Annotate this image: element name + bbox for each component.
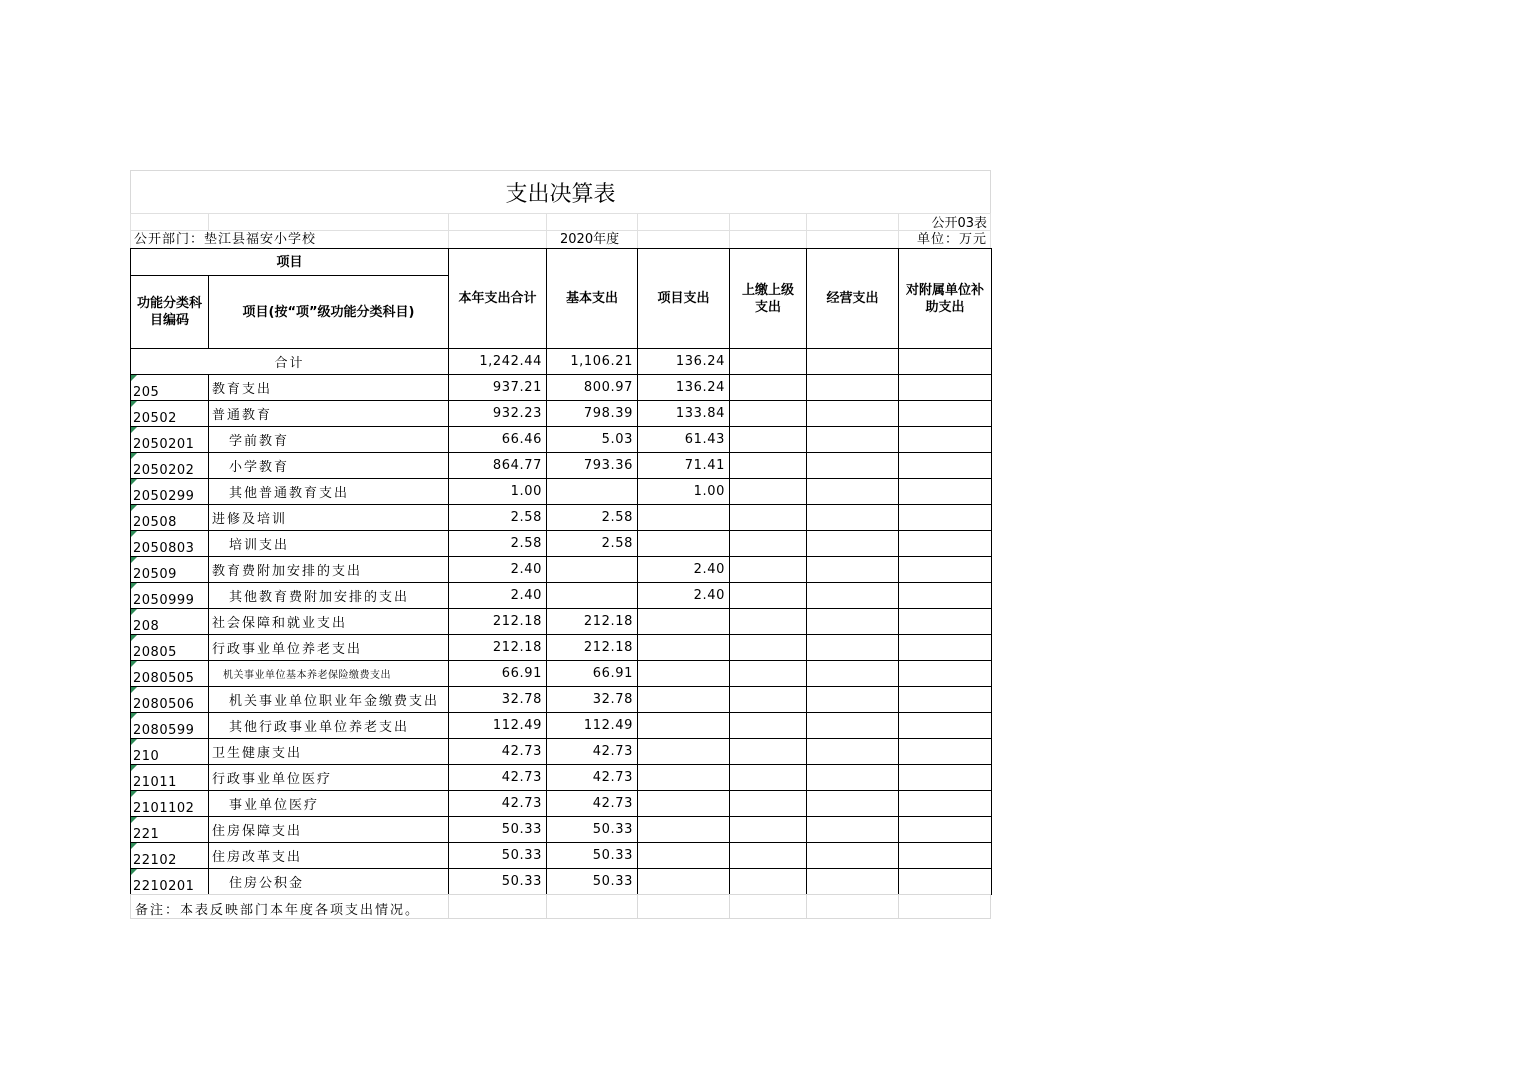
row-upper (730, 557, 807, 583)
text-number-marker-icon (131, 687, 137, 693)
total-basic: 1,106.21 (547, 349, 638, 375)
text-number-marker-icon (131, 375, 137, 381)
row-basic: 66.91 (547, 661, 638, 687)
row-name: 行政事业单位养老支出 (209, 635, 449, 661)
row-code-text: 210 (133, 749, 160, 764)
row-total: 932.23 (449, 401, 547, 427)
row-project (638, 531, 730, 557)
row-business (807, 869, 899, 895)
row-name: 住房公积金 (209, 869, 449, 895)
text-number-marker-icon (131, 869, 137, 875)
row-total: 50.33 (449, 817, 547, 843)
row-name: 教育费附加安排的支出 (209, 557, 449, 583)
row-business (807, 791, 899, 817)
row-code (131, 557, 209, 583)
row-total: 212.18 (449, 635, 547, 661)
row-code-text: 208 (133, 619, 160, 634)
row-business (807, 817, 899, 843)
row-project (638, 843, 730, 869)
row-code (131, 453, 209, 479)
total-business (807, 349, 899, 375)
gridline (208, 213, 209, 231)
row-upper (730, 765, 807, 791)
text-number-marker-icon (131, 609, 137, 615)
text-number-marker-icon (131, 765, 137, 771)
row-code (131, 713, 209, 739)
row-upper (730, 817, 807, 843)
row-code (131, 817, 209, 843)
row-project: 133.84 (638, 401, 730, 427)
text-number-marker-icon (131, 453, 137, 459)
text-number-marker-icon (131, 817, 137, 823)
row-business (807, 661, 899, 687)
row-code (131, 401, 209, 427)
row-upper (730, 401, 807, 427)
row-code-text: 20502 (133, 411, 177, 426)
row-project (638, 687, 730, 713)
row-code-text: 2050299 (133, 489, 195, 504)
row-basic: 212.18 (547, 609, 638, 635)
table-row (131, 557, 992, 583)
row-total: 66.46 (449, 427, 547, 453)
row-name: 社会保障和就业支出 (209, 609, 449, 635)
row-code-text: 2080599 (133, 723, 195, 738)
table-row (131, 843, 992, 869)
text-number-marker-icon (131, 401, 137, 407)
row-basic: 2.58 (547, 531, 638, 557)
row-project (638, 609, 730, 635)
row-code-text: 20805 (133, 645, 177, 660)
row-business (807, 505, 899, 531)
row-upper (730, 505, 807, 531)
gridline (990, 213, 991, 248)
row-upper (730, 687, 807, 713)
row-total: 2.40 (449, 557, 547, 583)
row-code (131, 635, 209, 661)
gridline (546, 213, 547, 248)
row-total: 212.18 (449, 609, 547, 635)
total-subsidy (899, 349, 992, 375)
row-total: 2.58 (449, 505, 547, 531)
text-number-marker-icon (131, 479, 137, 485)
row-code (131, 479, 209, 505)
table-row (131, 661, 992, 687)
unit-label: 单位：万元 (916, 232, 987, 247)
table-row (131, 687, 992, 713)
table-row (131, 531, 992, 557)
row-upper (730, 843, 807, 869)
row-total: 50.33 (449, 869, 547, 895)
note-text: 备注：本表反映部门本年度各项支出情况。 (135, 903, 421, 918)
row-code (131, 531, 209, 557)
table-row (131, 713, 992, 739)
row-upper (730, 375, 807, 401)
text-number-marker-icon (131, 635, 137, 641)
row-basic: 5.03 (547, 427, 638, 453)
row-basic: 112.49 (547, 713, 638, 739)
table-row (131, 505, 992, 531)
row-business (807, 739, 899, 765)
row-project (638, 661, 730, 687)
table-number: 公开03表 (931, 216, 987, 231)
row-business (807, 583, 899, 609)
row-code (131, 843, 209, 869)
row-project: 2.40 (638, 583, 730, 609)
row-name: 小学教育 (209, 453, 449, 479)
gridline (448, 213, 449, 248)
row-subsidy (899, 375, 992, 401)
row-business (807, 557, 899, 583)
row-basic: 800.97 (547, 375, 638, 401)
row-subsidy (899, 869, 992, 895)
row-name: 教育支出 (209, 375, 449, 401)
row-total: 42.73 (449, 791, 547, 817)
row-basic (547, 557, 638, 583)
row-subsidy (899, 531, 992, 557)
row-upper (730, 713, 807, 739)
text-number-marker-icon (131, 843, 137, 849)
row-total: 42.73 (449, 739, 547, 765)
row-basic: 793.36 (547, 453, 638, 479)
gridline (806, 895, 807, 918)
row-project: 71.41 (638, 453, 730, 479)
text-number-marker-icon (131, 583, 137, 589)
fiscal-year: 2020年度 (560, 232, 620, 247)
row-project (638, 505, 730, 531)
sheet-title: 支出决算表 (130, 170, 991, 214)
row-business (807, 427, 899, 453)
row-project (638, 791, 730, 817)
row-subsidy (899, 609, 992, 635)
row-name: 培训支出 (209, 531, 449, 557)
row-total: 1.00 (449, 479, 547, 505)
row-upper (730, 739, 807, 765)
row-project (638, 869, 730, 895)
header-business: 经营支出 (807, 249, 899, 349)
row-project (638, 739, 730, 765)
table-row (131, 765, 992, 791)
row-subsidy (899, 817, 992, 843)
row-subsidy (899, 635, 992, 661)
row-upper (730, 609, 807, 635)
row-name: 机关事业单位基本养老保险缴费支出 (209, 661, 449, 687)
row-upper (730, 869, 807, 895)
table-row (131, 869, 992, 895)
row-total: 112.49 (449, 713, 547, 739)
row-subsidy (899, 765, 992, 791)
row-code (131, 505, 209, 531)
table-row (131, 479, 992, 505)
row-code-text: 20508 (133, 515, 177, 530)
row-project (638, 765, 730, 791)
text-number-marker-icon (131, 531, 137, 537)
row-subsidy (899, 557, 992, 583)
row-upper (730, 661, 807, 687)
gridline (898, 213, 899, 248)
total-row (131, 349, 992, 375)
row-project: 2.40 (638, 557, 730, 583)
row-upper (730, 453, 807, 479)
row-code (131, 583, 209, 609)
row-code (131, 791, 209, 817)
row-upper (730, 531, 807, 557)
row-code-text: 205 (133, 385, 160, 400)
row-business (807, 531, 899, 557)
row-basic: 2.58 (547, 505, 638, 531)
row-subsidy (899, 505, 992, 531)
row-project: 61.43 (638, 427, 730, 453)
row-total: 50.33 (449, 843, 547, 869)
header-item-name: 项目(按“项”级功能分类科目) (209, 276, 449, 349)
row-code-text: 2080505 (133, 671, 195, 686)
text-number-marker-icon (131, 739, 137, 745)
row-name: 行政事业单位医疗 (209, 765, 449, 791)
row-code-text: 2050803 (133, 541, 195, 556)
row-basic: 50.33 (547, 843, 638, 869)
table-row (131, 401, 992, 427)
text-number-marker-icon (131, 791, 137, 797)
header-basic: 基本支出 (547, 249, 638, 349)
row-basic: 50.33 (547, 817, 638, 843)
row-total: 66.91 (449, 661, 547, 687)
row-total: 937.21 (449, 375, 547, 401)
row-name: 卫生健康支出 (209, 739, 449, 765)
row-business (807, 375, 899, 401)
row-upper (730, 635, 807, 661)
row-code-text: 221 (133, 827, 160, 842)
row-name: 其他行政事业单位养老支出 (209, 713, 449, 739)
row-name: 其他教育费附加安排的支出 (209, 583, 449, 609)
row-subsidy (899, 453, 992, 479)
row-basic (547, 583, 638, 609)
row-subsidy (899, 401, 992, 427)
text-number-marker-icon (131, 505, 137, 511)
row-name: 普通教育 (209, 401, 449, 427)
row-code (131, 739, 209, 765)
gridline (448, 895, 449, 918)
row-subsidy (899, 687, 992, 713)
row-code (131, 869, 209, 895)
row-business (807, 635, 899, 661)
gridline (637, 213, 638, 248)
gridline (130, 213, 131, 248)
table-row (131, 583, 992, 609)
table-row (131, 817, 992, 843)
row-basic (547, 479, 638, 505)
row-code-text: 2210201 (133, 879, 195, 894)
row-total: 2.40 (449, 583, 547, 609)
table-row (131, 739, 992, 765)
gridline (898, 895, 899, 918)
table-row (131, 427, 992, 453)
row-basic: 42.73 (547, 765, 638, 791)
row-code-text: 2050201 (133, 437, 195, 452)
row-basic: 212.18 (547, 635, 638, 661)
header-subsidy: 对附属单位补助支出 (899, 249, 992, 349)
row-project (638, 817, 730, 843)
row-upper (730, 583, 807, 609)
total-total: 1,242.44 (449, 349, 547, 375)
text-number-marker-icon (131, 661, 137, 667)
table-row (131, 635, 992, 661)
row-upper (730, 427, 807, 453)
text-number-marker-icon (131, 557, 137, 563)
row-basic: 42.73 (547, 739, 638, 765)
row-code-text: 22102 (133, 853, 177, 868)
row-subsidy (899, 843, 992, 869)
row-project (638, 635, 730, 661)
gridline (130, 213, 991, 214)
row-code-text: 20509 (133, 567, 177, 582)
row-code (131, 375, 209, 401)
row-business (807, 479, 899, 505)
row-subsidy (899, 791, 992, 817)
row-business (807, 687, 899, 713)
row-basic: 32.78 (547, 687, 638, 713)
row-code (131, 661, 209, 687)
row-business (807, 843, 899, 869)
row-subsidy (899, 739, 992, 765)
gridline (806, 213, 807, 248)
gridline (729, 213, 730, 248)
department-label: 公开部门：垫江县福安小学校 (134, 232, 317, 247)
table-row (131, 375, 992, 401)
row-name: 机关事业单位职业年金缴费支出 (209, 687, 449, 713)
row-project: 1.00 (638, 479, 730, 505)
row-basic: 50.33 (547, 869, 638, 895)
row-code-text: 21011 (133, 775, 177, 790)
row-business (807, 713, 899, 739)
row-business (807, 453, 899, 479)
expenditure-table (130, 248, 992, 895)
row-subsidy (899, 583, 992, 609)
row-project (638, 713, 730, 739)
row-name: 进修及培训 (209, 505, 449, 531)
row-total: 42.73 (449, 765, 547, 791)
row-code (131, 687, 209, 713)
row-upper (730, 479, 807, 505)
row-business (807, 765, 899, 791)
row-name: 其他普通教育支出 (209, 479, 449, 505)
row-total: 2.58 (449, 531, 547, 557)
row-code-text: 2050202 (133, 463, 195, 478)
row-business (807, 401, 899, 427)
gridline (546, 895, 547, 918)
row-total: 32.78 (449, 687, 547, 713)
header-project: 项目 (131, 249, 449, 276)
row-subsidy (899, 427, 992, 453)
row-business (807, 609, 899, 635)
gridline (729, 895, 730, 918)
row-total: 864.77 (449, 453, 547, 479)
row-code (131, 765, 209, 791)
row-subsidy (899, 479, 992, 505)
row-upper (730, 791, 807, 817)
total-project: 136.24 (638, 349, 730, 375)
header-total: 本年支出合计 (449, 249, 547, 349)
row-name: 事业单位医疗 (209, 791, 449, 817)
row-name: 住房改革支出 (209, 843, 449, 869)
row-subsidy (899, 713, 992, 739)
row-code (131, 609, 209, 635)
header-project-exp: 项目支出 (638, 249, 730, 349)
note-row (130, 894, 991, 919)
text-number-marker-icon (131, 427, 137, 433)
row-code-text: 2050999 (133, 593, 195, 608)
row-basic: 42.73 (547, 791, 638, 817)
row-name: 住房保障支出 (209, 817, 449, 843)
row-code-text: 2080506 (133, 697, 195, 712)
gridline (637, 895, 638, 918)
text-number-marker-icon (131, 713, 137, 719)
table-body (131, 349, 992, 895)
row-subsidy (899, 661, 992, 687)
table-row (131, 609, 992, 635)
row-project: 136.24 (638, 375, 730, 401)
row-name: 学前教育 (209, 427, 449, 453)
header-upper: 上缴上级支出 (730, 249, 807, 349)
total-upper (730, 349, 807, 375)
row-code (131, 427, 209, 453)
row-code-text: 2101102 (133, 801, 195, 816)
total-label: 合计 (131, 349, 449, 375)
table-row (131, 453, 992, 479)
table-row (131, 791, 992, 817)
header-func-code: 功能分类科目编码 (131, 276, 209, 349)
row-basic: 798.39 (547, 401, 638, 427)
